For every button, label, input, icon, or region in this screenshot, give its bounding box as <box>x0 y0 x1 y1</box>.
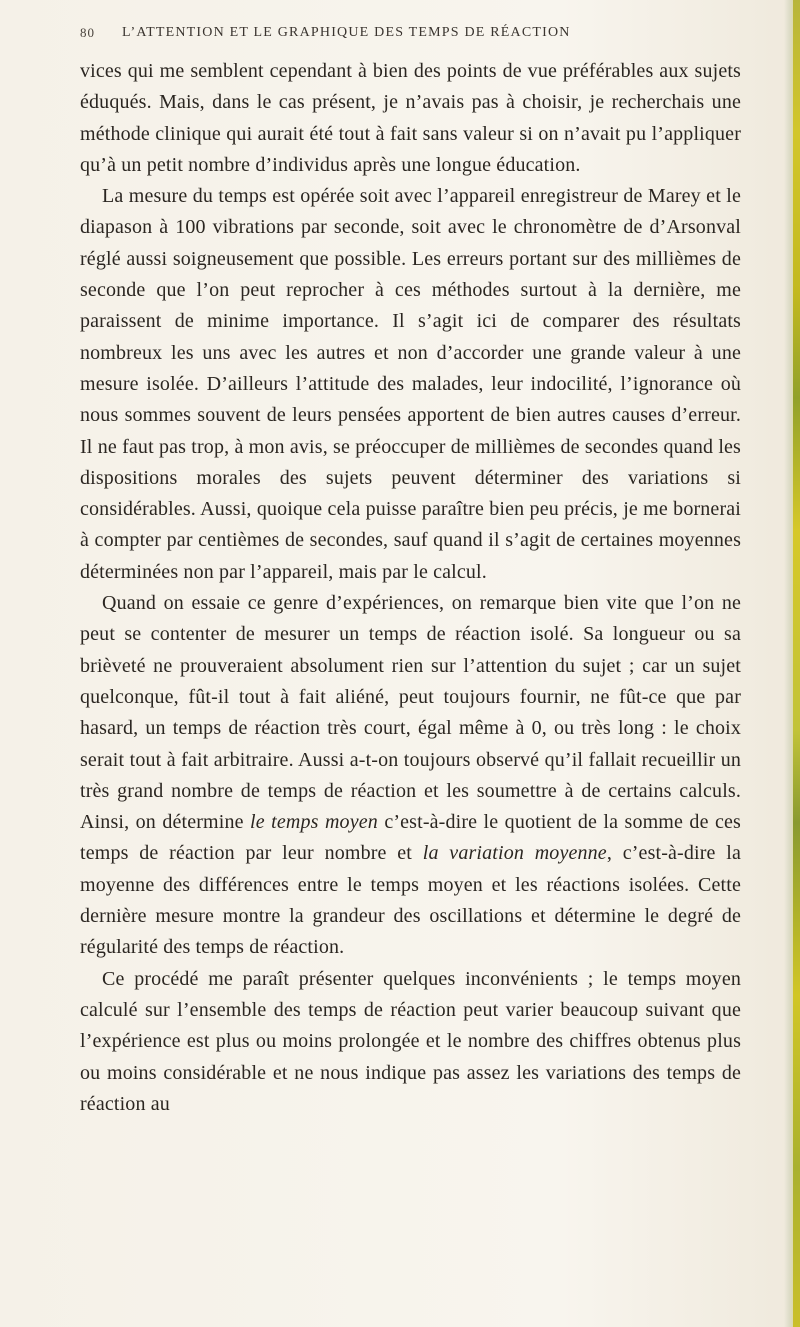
paragraph-2-text: La mesure du temps est opérée soit avec l’appareil enregistreur de Marey et le diapason à 100 vibrations par seconde, soit avec le chronomètre de d’Arsonval réglé aussi soigneusement que possible. Les erreurs portant sur des millièmes de seconde que l’on peut reprocher à ces méthodes surtout à la dernière, me paraissent de minime importance. Il s’agit ici de comparer des résultats nombreux les uns avec les autres et non d’accorder une grande valeur à une mesure isolée. D’ailleurs l’attitude des malades, leur indocilité, l’ignorance où nous sommes souvent de leurs pensées apportent de bien autres causes d’erreur. Il ne faut pas trop, à mon avis, se préoccuper de millièmes de secondes quand les dispositions morales des sujets peuvent déterminer des variations si considérables. Aussi, quoique cela puisse paraître bien peu précis, je me bornerai à compter par centièmes de secondes, sauf quand il s’agit de certaines moyennes déterminées non par l’appareil, mais par le calcul. <box>80 185 741 583</box>
paragraph-3-text-c: , c’est-à-dire la moyenne des différences entre le temps moyen et les réactions isolées. Cette dernière mesure montre la grandeur des oscillations et détermine le degré de régularité des temps de réaction. <box>80 842 742 959</box>
term-temps-moyen: le temps moyen <box>250 811 378 834</box>
paragraph-3 <box>80 588 741 964</box>
page-number: 80 <box>80 25 95 40</box>
paragraph-2 <box>80 181 741 588</box>
term-variation-moyenne: la variation moyenne <box>422 842 607 865</box>
page-edge-discoloration <box>793 0 800 1327</box>
paragraph-4 <box>80 964 741 1120</box>
paragraph-1 <box>80 56 741 181</box>
paragraph-4-text: Ce procédé me paraît présenter quelques inconvénients ; le temps moyen calculé sur l’ensemble des temps de réaction peut varier beaucoup suivant que l’expérience est plus ou moins prolongée et le nombre des chiffres obtenus plus ou moins considérable et ne nous indique pas assez les variations des temps de réaction au <box>80 967 741 1115</box>
paragraph-3-text-b: c’est-à-dire le quotient de la somme de ces temps de réaction par leur nombre et <box>80 811 741 865</box>
running-head: L’ATTENTION ET LE GRAPHIQUE DES TEMPS DE RÉACTION <box>122 25 571 40</box>
page-header <box>80 16 740 52</box>
paragraph-3-text-a: Quand on essaie ce genre d’expériences, on remarque bien vite que l’on ne peut se contenter de mesurer un temps de réaction isolé. Sa longueur ou sa brièveté ne prouveraient absolument rien sur l’attention du sujet ; car un sujet quelconque, fût-il tout à fait aliéné, peut toujours fournir, ne fût-ce que par hasard, un temps de réaction très court, égal même à 0, ou très long : le choix serait tout à fait arbitraire. Aussi a-t-on toujours observé qu’il fallait recueillir un très grand nombre de temps de réaction et les soumettre à de certains calculs. Ainsi, on détermine <box>80 592 741 834</box>
body-text <box>80 56 741 1120</box>
paragraph-1-text: vices qui me semblent cependant à bien des points de vue préférables aux sujets éduqués. Mais, dans le cas présent, je n’avais pas à choisir, je recherchais une méthode clinique qui aurait été tout à fait sans valeur si on n’avait pu l’appliquer qu’à un petit nombre d’individus après une longue éducation. <box>80 60 741 176</box>
